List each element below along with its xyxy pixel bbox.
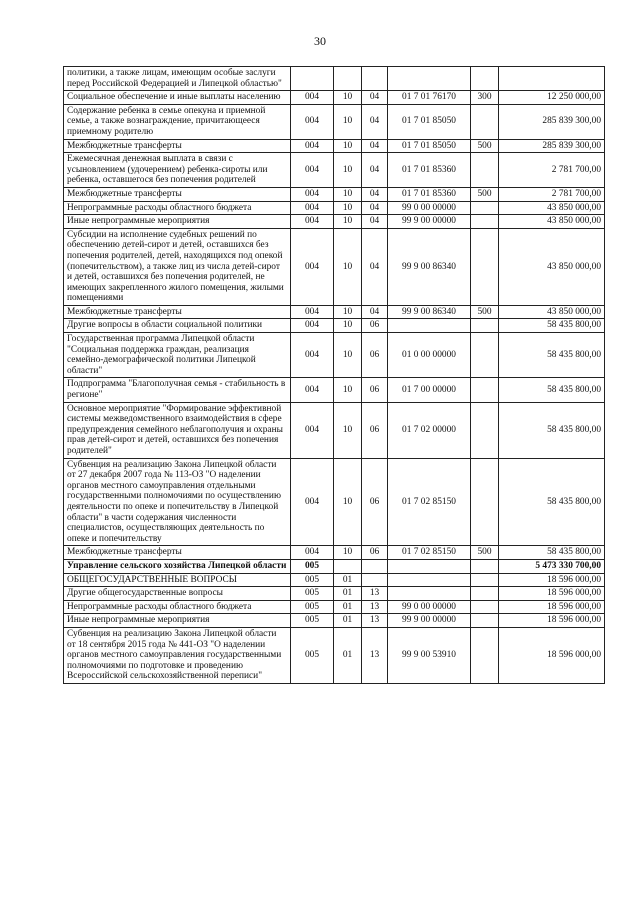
subsection-code-cell: 13 (362, 587, 388, 601)
amount-cell: 58 435 800,00 (499, 378, 605, 402)
section-code-cell (334, 67, 362, 91)
amount-cell (499, 67, 605, 91)
amount-cell: 5 473 330 700,00 (499, 559, 605, 573)
target-article-cell (388, 319, 471, 333)
grbs-code-cell: 005 (291, 600, 334, 614)
section-code-cell: 10 (334, 187, 362, 201)
expense-type-cell (471, 215, 499, 229)
expense-type-cell: 500 (471, 139, 499, 153)
table-row (64, 546, 605, 560)
section-code-cell: 10 (334, 139, 362, 153)
grbs-code-cell: 004 (291, 104, 334, 139)
amount-cell: 285 839 300,00 (499, 104, 605, 139)
amount-cell: 43 850 000,00 (499, 201, 605, 215)
subsection-code-cell (362, 573, 388, 587)
row-name-cell: Другие общегосударственные вопросы (64, 587, 291, 601)
table-row (64, 614, 605, 628)
grbs-code-cell: 004 (291, 305, 334, 319)
target-article-cell: 01 7 01 85050 (388, 139, 471, 153)
grbs-code-cell: 004 (291, 319, 334, 333)
amount-cell: 58 435 800,00 (499, 319, 605, 333)
grbs-code-cell: 004 (291, 228, 334, 305)
subsection-code-cell: 04 (362, 91, 388, 105)
row-name-cell: Межбюджетные трансферты (64, 546, 291, 560)
grbs-code-cell: 005 (291, 587, 334, 601)
expense-type-cell (471, 67, 499, 91)
grbs-code-cell: 004 (291, 153, 334, 188)
row-name-cell: Межбюджетные трансферты (64, 305, 291, 319)
expense-type-cell (471, 333, 499, 378)
target-article-cell: 99 9 00 53910 (388, 627, 471, 683)
row-name-cell: Государственная программа Липецкой области "Социальная поддержка граждан, реализация семейно-демографической политики Липецкой области" (64, 333, 291, 378)
expense-type-cell (471, 587, 499, 601)
expense-type-cell (471, 104, 499, 139)
amount-cell: 2 781 700,00 (499, 187, 605, 201)
subsection-code-cell: 04 (362, 228, 388, 305)
row-name-cell: Ежемесячная денежная выплата в связи с усыновлением (удочерением) ребенка-сироты или ребенка, оставшегося без попечения родителей (64, 153, 291, 188)
subsection-code-cell: 06 (362, 319, 388, 333)
expense-type-cell: 500 (471, 546, 499, 560)
grbs-code-cell: 004 (291, 201, 334, 215)
subsection-code-cell: 13 (362, 614, 388, 628)
section-code-cell: 10 (334, 228, 362, 305)
section-code-cell: 01 (334, 573, 362, 587)
grbs-code-cell: 004 (291, 333, 334, 378)
amount-cell: 58 435 800,00 (499, 458, 605, 546)
subsection-code-cell: 06 (362, 333, 388, 378)
grbs-code-cell: 005 (291, 573, 334, 587)
budget-table-body (64, 67, 605, 684)
target-article-cell: 01 7 02 85150 (388, 458, 471, 546)
table-row (64, 559, 605, 573)
section-code-cell (334, 559, 362, 573)
expense-type-cell (471, 319, 499, 333)
target-article-cell: 99 0 00 00000 (388, 600, 471, 614)
amount-cell: 58 435 800,00 (499, 546, 605, 560)
row-name-cell: Межбюджетные трансферты (64, 139, 291, 153)
table-row (64, 573, 605, 587)
subsection-code-cell: 06 (362, 402, 388, 458)
expense-type-cell (471, 402, 499, 458)
section-code-cell: 01 (334, 587, 362, 601)
row-name-cell: Управление сельского хозяйства Липецкой области (64, 559, 291, 573)
section-code-cell: 10 (334, 305, 362, 319)
table-row (64, 378, 605, 402)
table-row (64, 153, 605, 188)
target-article-cell: 99 0 00 00000 (388, 201, 471, 215)
amount-cell: 18 596 000,00 (499, 600, 605, 614)
grbs-code-cell: 004 (291, 215, 334, 229)
row-name-cell: Социальное обеспечение и иные выплаты населению (64, 91, 291, 105)
row-name-cell: Субсидии на исполнение судебных решений по обеспечению детей-сирот и детей, оставшихся без попечения родителей, детей, находящихся под опекой (попечительством), а также лиц из числа детей-сирот и детей, оставшихся без попечения родителей, не имеющих закрепленного жилого помещения, жилыми помещениями (64, 228, 291, 305)
section-code-cell: 10 (334, 319, 362, 333)
section-code-cell: 01 (334, 627, 362, 683)
expense-type-cell (471, 614, 499, 628)
table-row (64, 627, 605, 683)
subsection-code-cell: 13 (362, 627, 388, 683)
expense-type-cell (471, 378, 499, 402)
table-row (64, 187, 605, 201)
section-code-cell: 10 (334, 333, 362, 378)
table-row (64, 305, 605, 319)
grbs-code-cell: 004 (291, 378, 334, 402)
subsection-code-cell: 06 (362, 458, 388, 546)
section-code-cell: 10 (334, 215, 362, 229)
table-row (64, 67, 605, 91)
page-number: 30 (314, 34, 326, 48)
target-article-cell (388, 573, 471, 587)
expense-type-cell (471, 458, 499, 546)
target-article-cell: 99 9 00 86340 (388, 305, 471, 319)
table-row (64, 91, 605, 105)
grbs-code-cell: 005 (291, 559, 334, 573)
subsection-code-cell: 06 (362, 546, 388, 560)
row-name-cell: Основное мероприятие "Формирование эффективной системы межведомственного взаимодействия в сфере предупреждения семейного неблагополучия и охраны прав детей-сирот и детей, оставшихся без попечения родителей" (64, 402, 291, 458)
expense-type-cell (471, 201, 499, 215)
budget-table (63, 66, 605, 684)
section-code-cell: 10 (334, 201, 362, 215)
subsection-code-cell: 04 (362, 215, 388, 229)
target-article-cell: 01 7 01 85050 (388, 104, 471, 139)
subsection-code-cell (362, 559, 388, 573)
row-name-cell: Непрограммные расходы областного бюджета (64, 600, 291, 614)
target-article-cell: 99 9 00 86340 (388, 228, 471, 305)
amount-cell: 12 250 000,00 (499, 91, 605, 105)
expense-type-cell: 300 (471, 91, 499, 105)
subsection-code-cell: 04 (362, 187, 388, 201)
target-article-cell: 01 7 01 85360 (388, 187, 471, 201)
row-name-cell: Межбюджетные трансферты (64, 187, 291, 201)
expense-type-cell (471, 627, 499, 683)
subsection-code-cell (362, 67, 388, 91)
row-name-cell: Иные непрограммные мероприятия (64, 215, 291, 229)
table-row (64, 104, 605, 139)
section-code-cell: 10 (334, 546, 362, 560)
table-row (64, 458, 605, 546)
target-article-cell: 01 7 02 85150 (388, 546, 471, 560)
row-name-cell: Субвенция на реализацию Закона Липецкой области от 18 сентября 2015 года № 441-ОЗ "О наделении органов местного самоуправления государственными полномочиями по подготовке и проведению Всероссийской сельскохозяйственной переписи" (64, 627, 291, 683)
target-article-cell: 99 9 00 00000 (388, 614, 471, 628)
subsection-code-cell: 04 (362, 201, 388, 215)
subsection-code-cell: 04 (362, 153, 388, 188)
subsection-code-cell: 06 (362, 378, 388, 402)
table-row (64, 333, 605, 378)
target-article-cell: 01 7 00 00000 (388, 378, 471, 402)
expense-type-cell (471, 228, 499, 305)
grbs-code-cell: 004 (291, 139, 334, 153)
subsection-code-cell: 04 (362, 305, 388, 319)
amount-cell: 285 839 300,00 (499, 139, 605, 153)
table-row (64, 600, 605, 614)
row-name-cell: политики, а также лицам, имеющим особые заслуги перед Российской Федерацией и Липецкой областью" (64, 67, 291, 91)
section-code-cell: 10 (334, 458, 362, 546)
expense-type-cell (471, 573, 499, 587)
section-code-cell: 10 (334, 402, 362, 458)
grbs-code-cell: 004 (291, 402, 334, 458)
row-name-cell: ОБЩЕГОСУДАРСТВЕННЫЕ ВОПРОСЫ (64, 573, 291, 587)
target-article-cell: 01 0 00 00000 (388, 333, 471, 378)
amount-cell: 18 596 000,00 (499, 627, 605, 683)
target-article-cell (388, 587, 471, 601)
expense-type-cell: 500 (471, 305, 499, 319)
amount-cell: 18 596 000,00 (499, 573, 605, 587)
section-code-cell: 01 (334, 614, 362, 628)
section-code-cell: 10 (334, 91, 362, 105)
expense-type-cell: 500 (471, 187, 499, 201)
target-article-cell: 01 7 01 76170 (388, 91, 471, 105)
amount-cell: 2 781 700,00 (499, 153, 605, 188)
subsection-code-cell: 13 (362, 600, 388, 614)
target-article-cell: 01 7 01 85360 (388, 153, 471, 188)
table-row (64, 228, 605, 305)
section-code-cell: 10 (334, 104, 362, 139)
expense-type-cell (471, 559, 499, 573)
expense-type-cell (471, 153, 499, 188)
subsection-code-cell: 04 (362, 104, 388, 139)
table-row (64, 402, 605, 458)
target-article-cell: 99 9 00 00000 (388, 215, 471, 229)
row-name-cell: Субвенция на реализацию Закона Липецкой области от 27 декабря 2007 года № 113-ОЗ "О наделении органов местного самоуправления отдельными государственными полномочиями по осуществлению деятельности по опеке и попечительству в Липецкой области" в части содержания численности специалистов, осуществляющих деятельность по опеке и попечительству (64, 458, 291, 546)
grbs-code-cell: 004 (291, 91, 334, 105)
grbs-code-cell: 004 (291, 546, 334, 560)
amount-cell: 43 850 000,00 (499, 228, 605, 305)
row-name-cell: Иные непрограммные мероприятия (64, 614, 291, 628)
amount-cell: 58 435 800,00 (499, 333, 605, 378)
grbs-code-cell (291, 67, 334, 91)
subsection-code-cell: 04 (362, 139, 388, 153)
grbs-code-cell: 005 (291, 614, 334, 628)
amount-cell: 43 850 000,00 (499, 305, 605, 319)
amount-cell: 58 435 800,00 (499, 402, 605, 458)
table-row (64, 201, 605, 215)
target-article-cell (388, 559, 471, 573)
section-code-cell: 01 (334, 600, 362, 614)
row-name-cell: Подпрограмма "Благополучная семья - стабильность в регионе" (64, 378, 291, 402)
grbs-code-cell: 004 (291, 187, 334, 201)
amount-cell: 18 596 000,00 (499, 614, 605, 628)
table-row (64, 319, 605, 333)
section-code-cell: 10 (334, 153, 362, 188)
row-name-cell: Содержание ребенка в семье опекуна и приемной семье, а также вознаграждение, причитающееся приемному родителю (64, 104, 291, 139)
table-row (64, 215, 605, 229)
target-article-cell (388, 67, 471, 91)
amount-cell: 18 596 000,00 (499, 587, 605, 601)
grbs-code-cell: 004 (291, 458, 334, 546)
row-name-cell: Непрограммные расходы областного бюджета (64, 201, 291, 215)
target-article-cell: 01 7 02 00000 (388, 402, 471, 458)
section-code-cell: 10 (334, 378, 362, 402)
expense-type-cell (471, 600, 499, 614)
row-name-cell: Другие вопросы в области социальной политики (64, 319, 291, 333)
grbs-code-cell: 005 (291, 627, 334, 683)
table-row (64, 587, 605, 601)
table-row (64, 139, 605, 153)
amount-cell: 43 850 000,00 (499, 215, 605, 229)
